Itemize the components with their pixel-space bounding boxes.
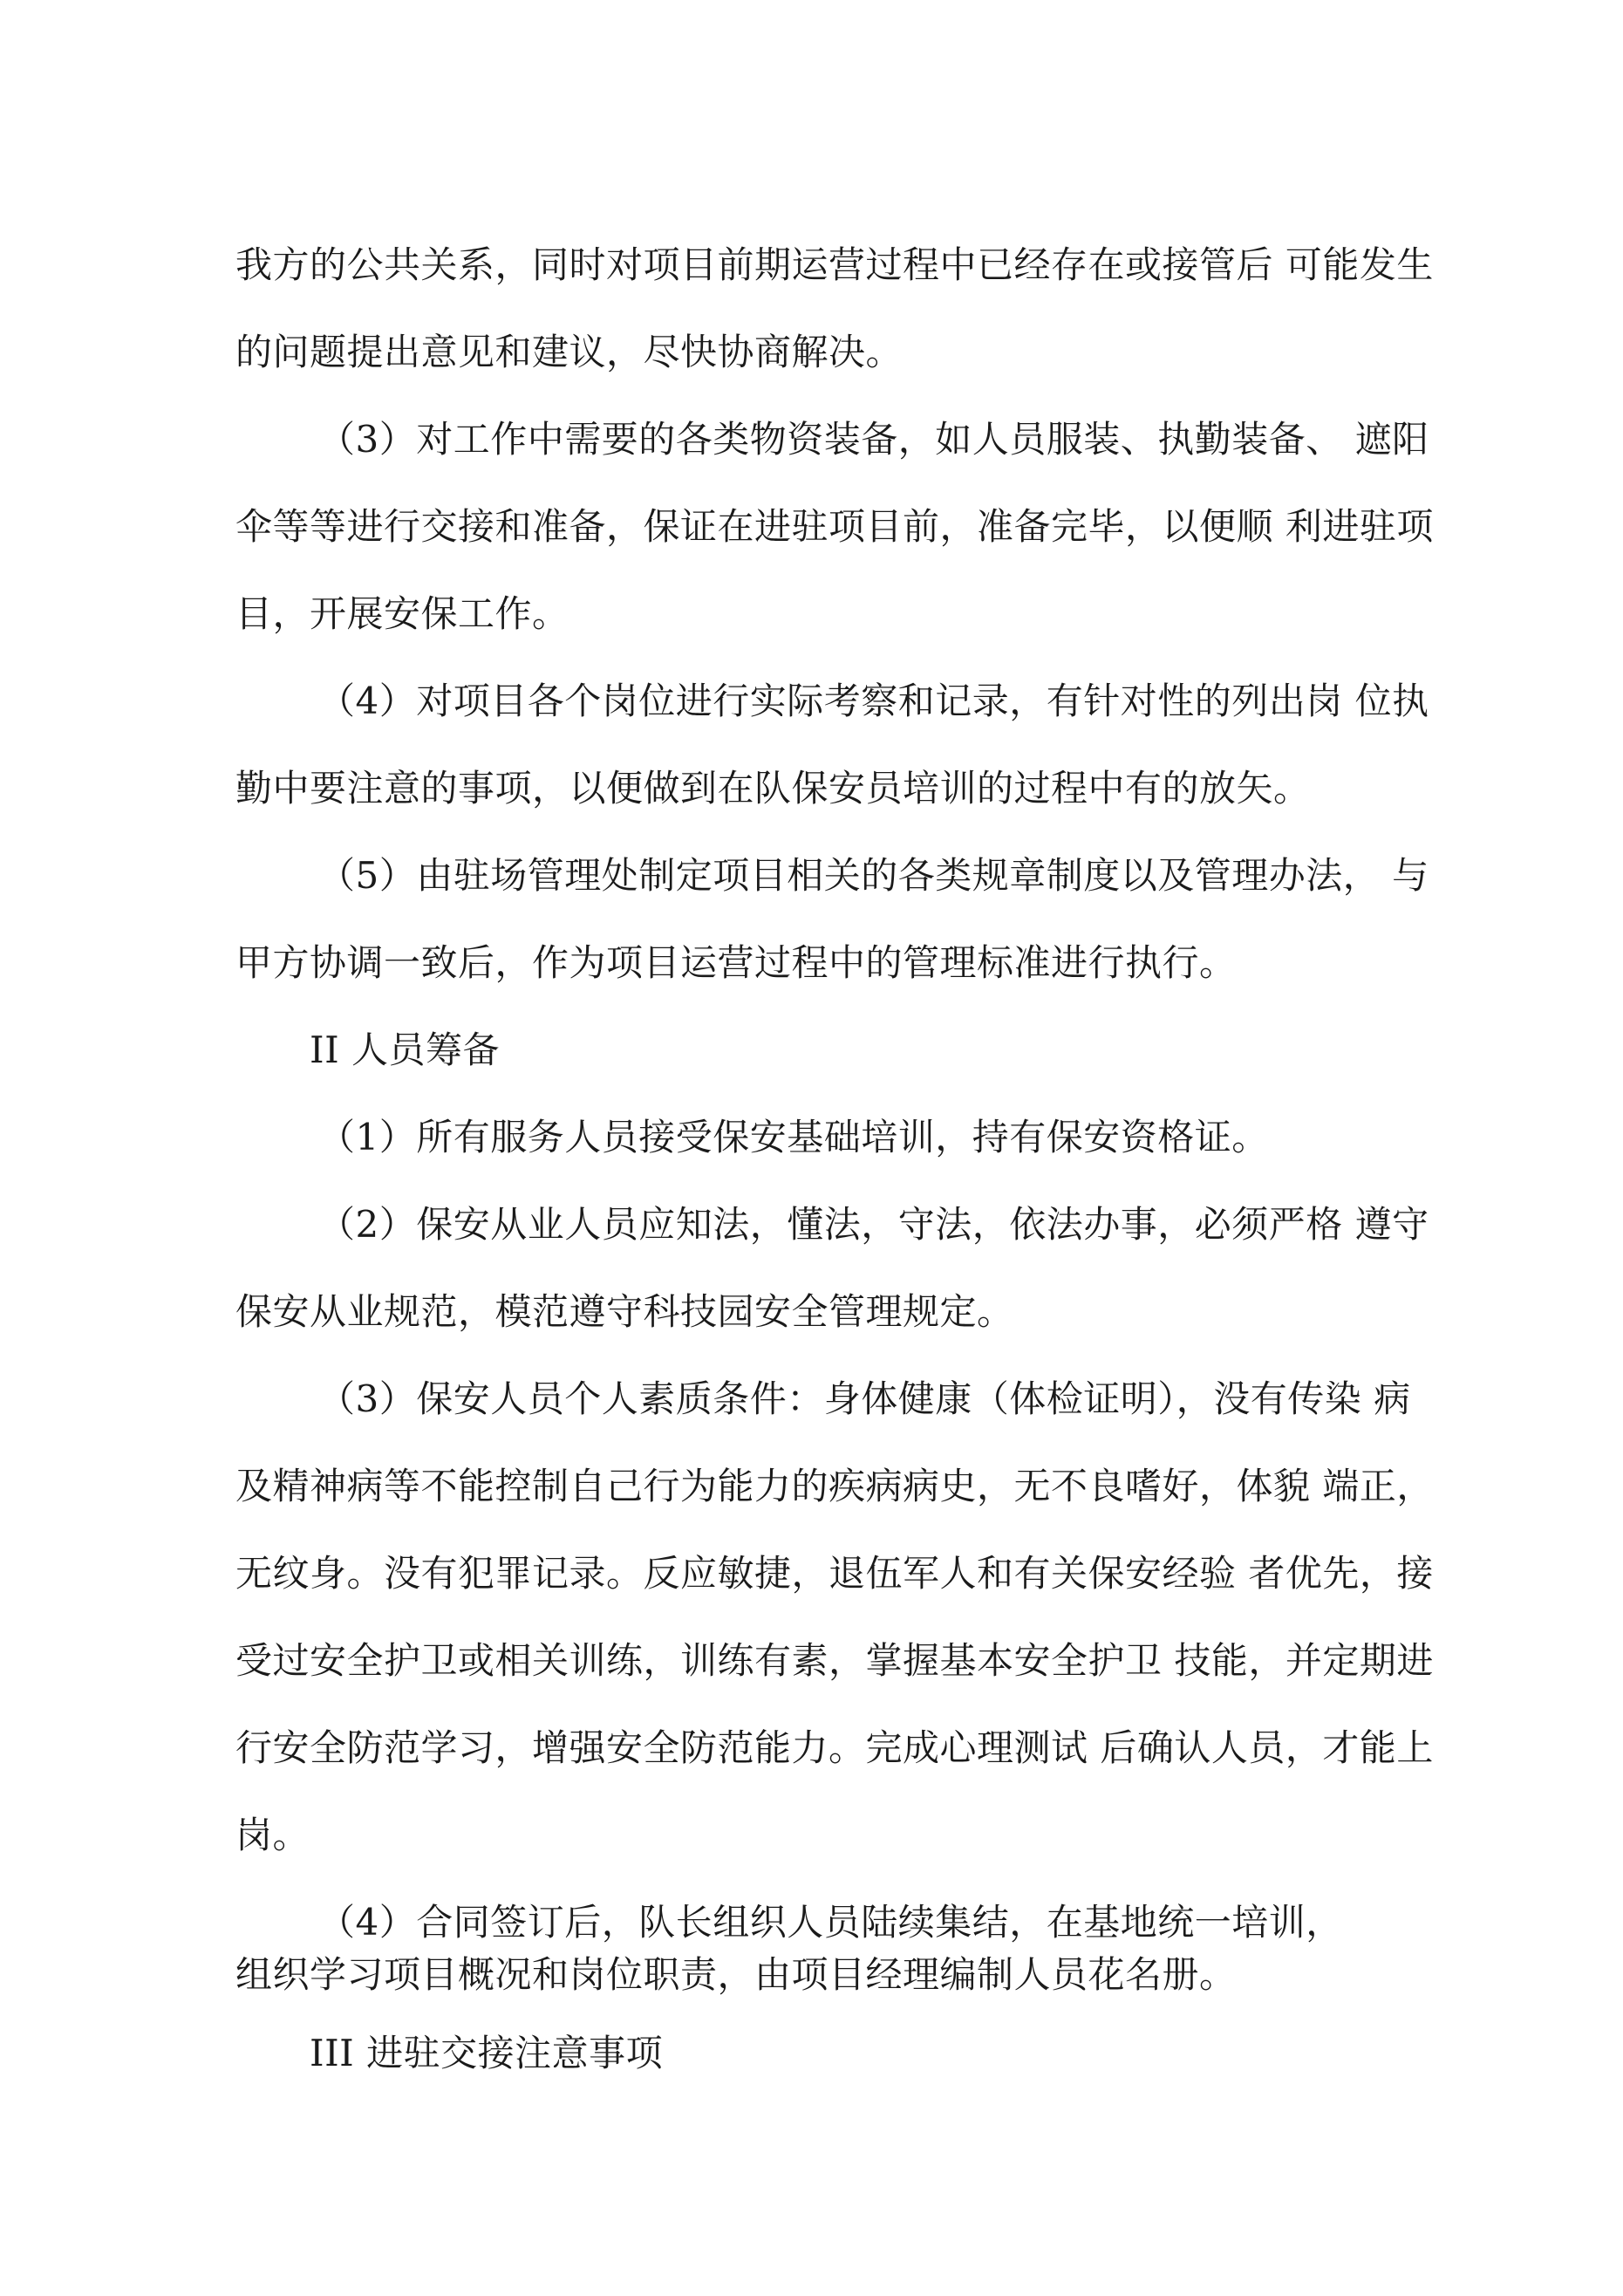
- text-line-9: 甲方协调一致后，作为项目运营过程中的管理标准进行执行。: [235, 941, 1237, 984]
- text-line-17: 受过安全护卫或相关训练，训练有素，掌握基本安全护卫 技能，并定期进: [235, 1639, 1434, 1682]
- text-line-7: 勤中要注意的事项，以便做到在队保安员培训的过程中有的放矢。: [235, 767, 1311, 810]
- text-line-20: （4）合同签订后，队长组织人员陆续集结，在基地统一培训，: [318, 1901, 1343, 1944]
- text-line-13: 保安从业规范，模范遵守科技园安全管理规定。: [235, 1290, 1014, 1333]
- text-line-12: （2）保安从业人员应知法，懂法，守法，依法办事，必须严格 遵守: [318, 1203, 1429, 1246]
- text-line-4: 伞等等进行交接和准备，保证在进驻项目前，准备完毕，以便顺 利进驻项: [235, 505, 1434, 548]
- text-line-1: 我方的公共关系，同时对项目前期运营过程中已经存在或接管后 可能发生: [235, 243, 1434, 286]
- text-line-3: （3）对工作中需要的各类物资装备，如人员服装、执勤装备、 遮阳: [318, 418, 1429, 461]
- text-line-16: 无纹身。没有犯罪记录。反应敏捷，退伍军人和有关保安经验 者优先，接: [235, 1552, 1434, 1595]
- text-line-15: 及精神病等不能控制自己行为能力的疾病病史，无不良嗜好，体貌 端正，: [235, 1465, 1434, 1507]
- text-line-21: 组织学习项目概况和岗位职责，由项目经理编制人员花名册。: [235, 1953, 1237, 1996]
- text-line-11: （1）所有服务人员接受保安基础培训，持有保安资格证。: [318, 1116, 1269, 1158]
- section-heading-2: II 人员筹备: [310, 1028, 501, 1071]
- text-line-6: （4）对项目各个岗位进行实际考察和记录，有针对性的列出岗 位执: [318, 680, 1429, 722]
- section-heading-3: III 进驻交接注意事项: [310, 2032, 664, 2074]
- text-line-2: 的问题提出意见和建议，尽快协商解决。: [235, 331, 904, 373]
- text-line-5: 目，开展安保工作。: [235, 592, 569, 635]
- text-line-14: （3）保安人员个人素质条件：身体健康（体检证明），没有传染 病: [318, 1377, 1411, 1420]
- text-line-19: 岗。: [235, 1814, 310, 1856]
- text-line-18: 行安全防范学习，增强安全防范能力。完成心理测试 后确认人员，才能上: [235, 1726, 1434, 1769]
- text-line-8: （5）由驻场管理处制定项目相关的各类规章制度以及管理办法， 与: [318, 854, 1429, 897]
